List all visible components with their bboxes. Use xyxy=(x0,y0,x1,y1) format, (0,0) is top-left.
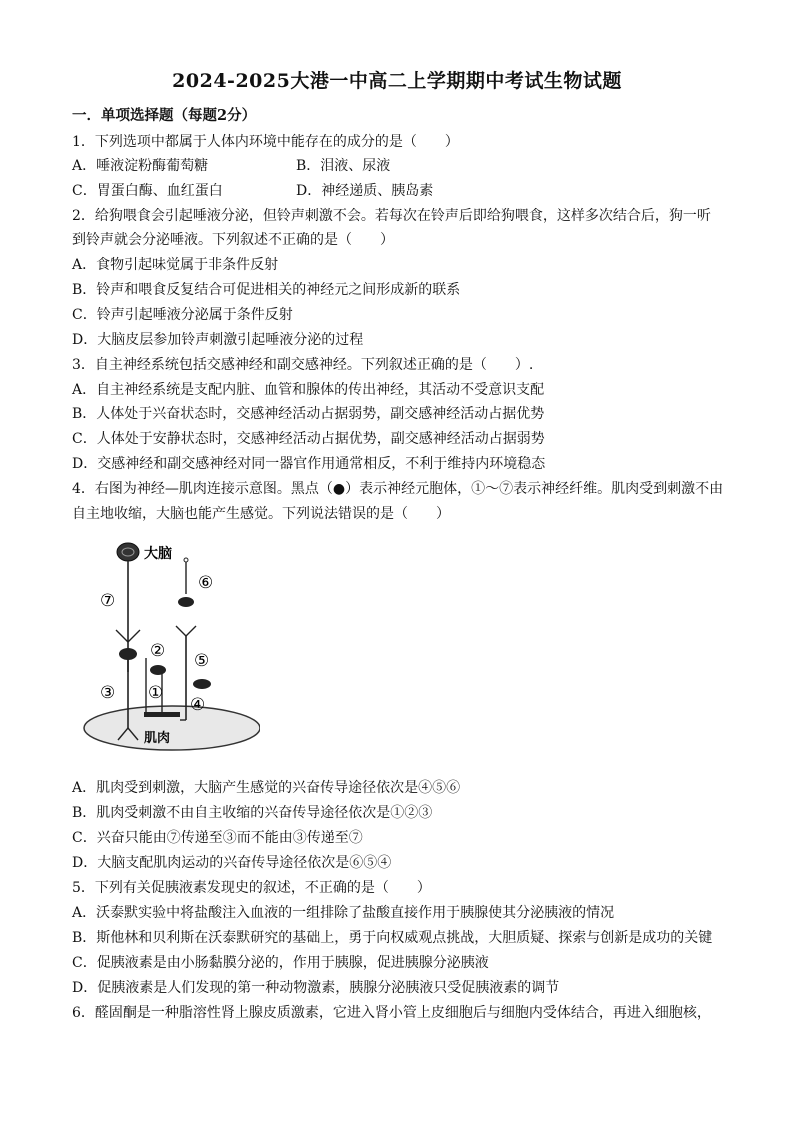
q2-option-b: B．铃声和喂食反复结合可促进相关的神经元之间形成新的联系 xyxy=(72,282,461,298)
q1-option-d: D．神经递质、胰岛素 xyxy=(296,183,434,199)
q3-stem: 3．自主神经系统包括交感神经和副交感神经。下列叙述正确的是（ ）. xyxy=(72,357,534,373)
q3-option-c: C．人体处于安静状态时，交感神经活动占据优势，副交感神经活动占据弱势 xyxy=(72,431,545,447)
section-heading: 一．单项选择题（每题2分） xyxy=(72,107,257,124)
q4-option-b: B．肌肉受刺激不由自主收缩的兴奋传导途径依次是①②③ xyxy=(72,805,433,821)
q3-option-a: A．自主神经系统是支配内脏、血管和腺体的传出神经，其活动不受意识支配 xyxy=(72,382,545,398)
q1-stem: 1．下列选项中都属于人体内环境中能存在的成分的是（ ） xyxy=(72,134,459,150)
fiber-label-7: ⑦ xyxy=(100,591,116,611)
fiber-label-2: ② xyxy=(150,641,166,661)
q5-stem: 5．下列有关促胰液素发现史的叙述，不正确的是（ ） xyxy=(72,880,431,896)
q4-option-d: D．大脑支配肌肉运动的兴奋传导途径依次是⑥⑤④ xyxy=(72,855,392,871)
q2-stem-line2: 到铃声就会分泌唾液。下列叙述不正确的是（ ） xyxy=(72,232,394,248)
q4-stem-line1: 4．右图为神经—肌肉连接示意图。黑点（●）表示神经元胞体，①～⑦表示神经纤维。肌肉受到刺激不由 xyxy=(72,481,724,497)
fiber-label-5: ⑤ xyxy=(194,651,210,671)
q4-option-a: A．肌肉受到刺激，大脑产生感觉的兴奋传导途径依次是④⑤⑥ xyxy=(72,780,461,796)
fiber-label-1: ① xyxy=(148,683,164,703)
q5-option-c: C．促胰液素是由小肠黏膜分泌的，作用于胰腺，促进胰腺分泌胰液 xyxy=(72,955,489,971)
fiber-label-3: ③ xyxy=(100,683,116,703)
fiber-label-4: ④ xyxy=(190,695,206,715)
muscle-label: 肌肉 xyxy=(144,730,171,745)
neuron-body-left xyxy=(119,648,137,660)
q5-option-a: A．沃泰默实验中将盐酸注入血液的一组排除了盐酸直接作用于胰腺使其分泌胰液的情况 xyxy=(72,905,615,921)
nerve-muscle-diagram xyxy=(80,530,260,760)
q4-option-c: C．兴奋只能由⑦传递至③而不能由③传递至⑦ xyxy=(72,830,363,846)
q1-option-b: B．泪液、尿液 xyxy=(296,158,391,174)
fiber-label-6: ⑥ xyxy=(198,573,214,593)
q5-option-b: B．斯他林和贝利斯在沃泰默研究的基础上，勇于向权威观点挑战，大胆质疑、探索与创新是成功的关键 xyxy=(72,930,713,946)
q2-option-c: C．铃声引起唾液分泌属于条件反射 xyxy=(72,307,293,323)
neuron-body-middle xyxy=(150,665,166,675)
synapse-bar xyxy=(144,712,180,717)
q2-option-d: D．大脑皮层参加铃声刺激引起唾液分泌的过程 xyxy=(72,332,364,348)
q2-stem-line1: 2．给狗喂食会引起唾液分泌，但铃声刺激不会。若每次在铃声后即给狗喂食，这样多次结合后，狗一听 xyxy=(72,208,711,224)
q3-option-b: B．人体处于兴奋状态时，交感神经活动占据弱势，副交感神经活动占据优势 xyxy=(72,406,545,422)
q5-option-d: D．促胰液素是人们发现的第一种动物激素，胰腺分泌胰液只受促胰液素的调节 xyxy=(72,980,560,996)
q6-stem-line1: 6．醛固酮是一种脂溶性肾上腺皮质激素，它进入肾小管上皮细胞后与细胞内受体结合，再进入细胞核， xyxy=(72,1005,711,1021)
neuron-body-lower-right xyxy=(193,679,211,689)
neuron-body-upper-right xyxy=(178,597,194,607)
brain-blob xyxy=(117,543,139,561)
q1-option-c: C．胃蛋白酶、血红蛋白 xyxy=(72,183,223,199)
exam-title: 2024-2025大港一中高二上学期期中考试生物试题 xyxy=(172,70,622,92)
q3-option-d: D．交感神经和副交感神经对同一器官作用通常相反，不利于维持内环境稳态 xyxy=(72,456,546,472)
q1-option-a: A．唾液淀粉酶葡萄糖 xyxy=(72,158,209,174)
q4-stem-line2: 自主地收缩，大脑也能产生感觉。下列说法错误的是（ ） xyxy=(72,506,450,522)
brain-label: 大脑 xyxy=(144,545,172,561)
q2-option-a: A．食物引起味觉属于非条件反射 xyxy=(72,257,279,273)
